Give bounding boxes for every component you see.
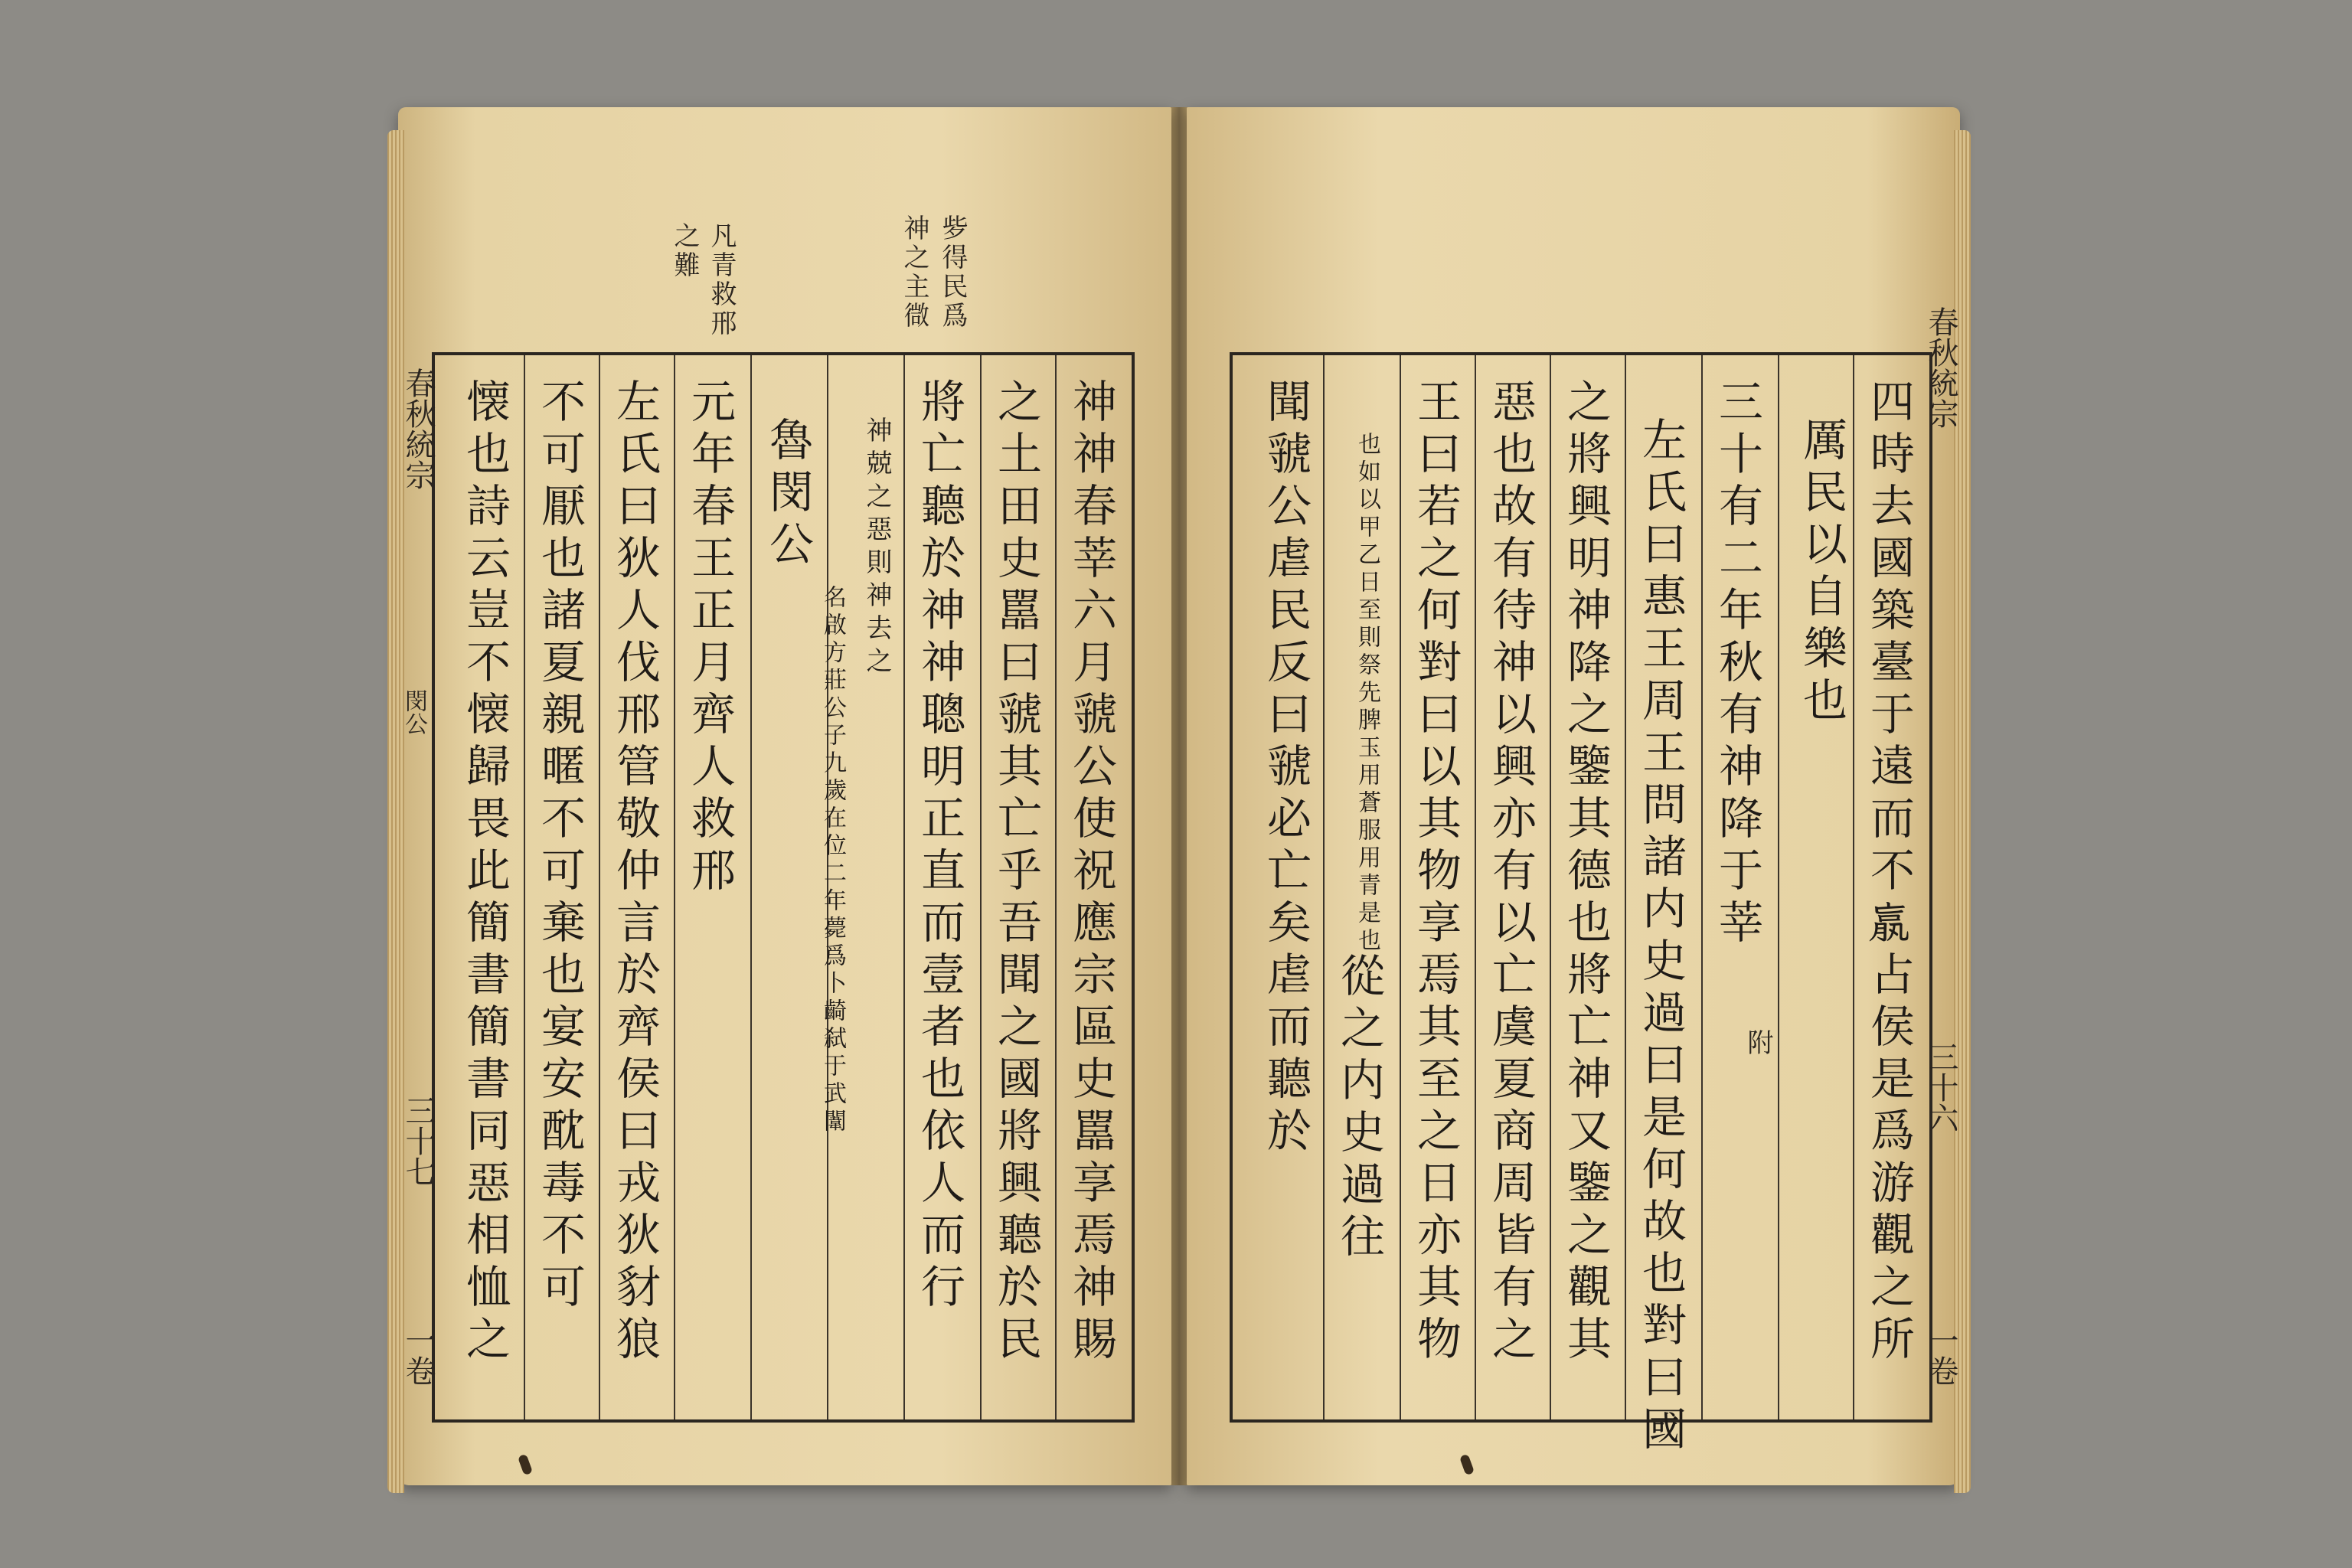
right-text-frame — [1230, 352, 1932, 1458]
text-column: 之將興明神降之鑒其德也將亡神又鑒之觀其 — [1560, 378, 1612, 1367]
margin-title: 春秋統宗 — [400, 368, 436, 490]
annotation-column: 名啟方莊公子九歲在位二年薨爲卜齮弑于武闈 — [819, 585, 846, 1136]
binding-mark — [1459, 1454, 1475, 1476]
header-note-4: 之難 — [669, 222, 700, 280]
text-column: 不可厭也諸夏親暱不可棄也宴安酖毒不可 — [534, 378, 586, 1315]
text-column: 之土田史嚚曰虢其亡乎吾聞之國將興聽於民 — [990, 378, 1042, 1367]
margin-volume: 一卷 — [400, 1325, 436, 1386]
left-text-frame — [432, 352, 1135, 1423]
text-column: 從之内史過往 — [1333, 952, 1385, 1265]
text-column: 聞虢公虐民反曰虢必亡矣虐而聽於 — [1259, 378, 1312, 1159]
margin-section: 閔公 — [400, 689, 427, 735]
text-column: 懐也詩云豈不懐歸畏此簡書簡書同惡相恤之 — [459, 378, 511, 1367]
header-note-1: 㱔得民爲 — [937, 214, 968, 331]
text-column: 王曰若之何對曰以其物享焉其至之日亦其物 — [1410, 378, 1462, 1367]
text-column: 左氏曰狄人伐邢管敬仲言於齊侯曰戎狄豺狼 — [609, 378, 661, 1367]
text-column: 左氏曰惠王周王問諸内史過曰是何故也對曰國 — [1635, 416, 1687, 1458]
attach-mark: 附 — [1743, 1029, 1773, 1058]
annotation-column: 神兢之惡則神去之 — [861, 416, 892, 680]
header-note-2: 神之主㣲 — [899, 214, 929, 331]
page-number: 三十七 — [400, 1095, 436, 1187]
text-column: 元年春王正月齊人救邢 — [684, 378, 736, 899]
left-page — [398, 107, 1171, 1485]
text-column: 三十有二年秋有神降于莘 — [1711, 378, 1763, 951]
text-column: 惡也故有待神以興亦有以亡虞夏商周皆有之 — [1485, 378, 1537, 1367]
binding-mark — [518, 1454, 533, 1476]
page-number: 三十六 — [1923, 1041, 1958, 1133]
right-page — [1187, 107, 1960, 1485]
header-note-3: 凡青救邢 — [706, 222, 737, 338]
text-column: 四時去國築臺于遠而不𦝠占侯是爲游觀之所 — [1863, 378, 1915, 1367]
page-edge-left — [387, 130, 404, 1493]
text-column: 魯閔公 — [762, 416, 814, 573]
open-book — [398, 92, 1960, 1501]
annotation-column: 也如以甲乙日至則祭先脾玉用蒼服用青是也 — [1354, 432, 1380, 956]
text-column: 神神春莘六月虢公使祝應宗區史嚚享焉神賜 — [1065, 378, 1117, 1367]
text-column: 將亡聽於神神聰明正直而壹者也依人而行 — [913, 378, 965, 1315]
margin-volume: 一卷 — [1923, 1325, 1958, 1386]
margin-title: 春秋統宗 — [1923, 306, 1958, 429]
text-column: 厲民以自樂也 — [1795, 416, 1847, 729]
